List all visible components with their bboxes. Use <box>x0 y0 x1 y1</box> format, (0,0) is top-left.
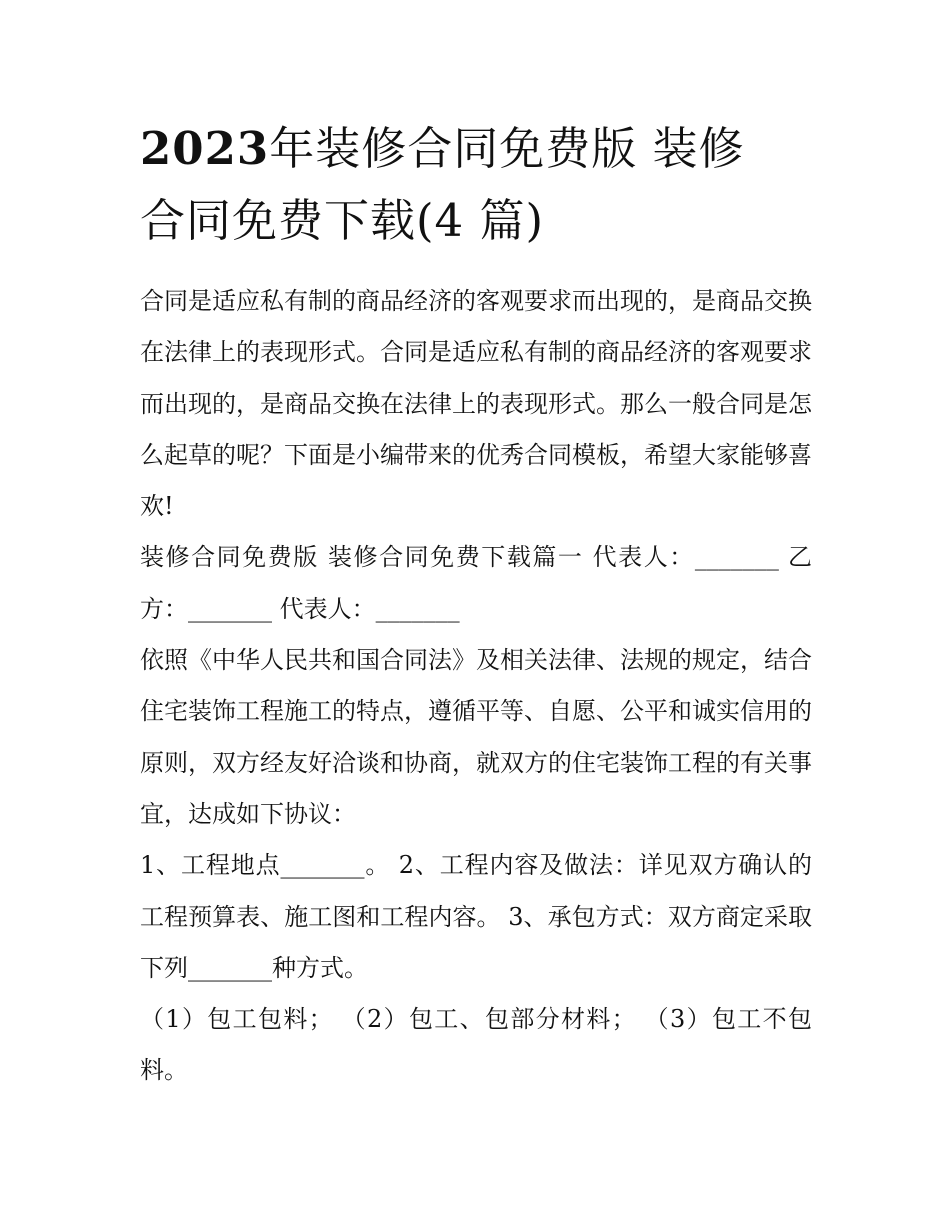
parties-paragraph: 装修合同免费版 装修合同免费下载篇一 代表人：_______ 乙方：_______ 代表人：_______ <box>140 543 812 623</box>
document-title <box>140 113 812 257</box>
title-line2-text: 合同免费下载(4 篇) <box>140 194 545 247</box>
title-line1-text: 年装修合同免费版 装修 <box>269 122 745 175</box>
legal-basis-paragraph: 依照《中华人民共和国合同法》及相关法律、法规的规定，结合住宅装饰工程施工的特点，遵循平等、自愿、公平和诚实信用的原则，双方经友好洽谈和协商，就双方的住宅装饰工程的有关事宜，达成如下协议： <box>140 646 812 828</box>
terms-paragraph: 1、工程地点_______。 2、工程内容及做法：详见双方确认的工程预算表、施工图和工程内容。 3、承包方式：双方商定采取下列_______种方式。 <box>140 851 812 982</box>
intro-paragraph: 合同是适应私有制的商品经济的客观要求而出现的，是商品交换在法律上的表现形式。合同是适应私有制的商品经济的客观要求而出现的，是商品交换在法律上的表现形式。那么一般合同是怎么起草的呢？下面是小编带来的优秀合同模板，希望大家能够喜欢! <box>140 287 812 521</box>
contract-options-paragraph: （1）包工包料； （2）包工、包部分材料； （3）包工不包料。 <box>140 1005 812 1085</box>
title-year: 2023 <box>140 122 270 175</box>
document-body <box>140 276 812 1097</box>
